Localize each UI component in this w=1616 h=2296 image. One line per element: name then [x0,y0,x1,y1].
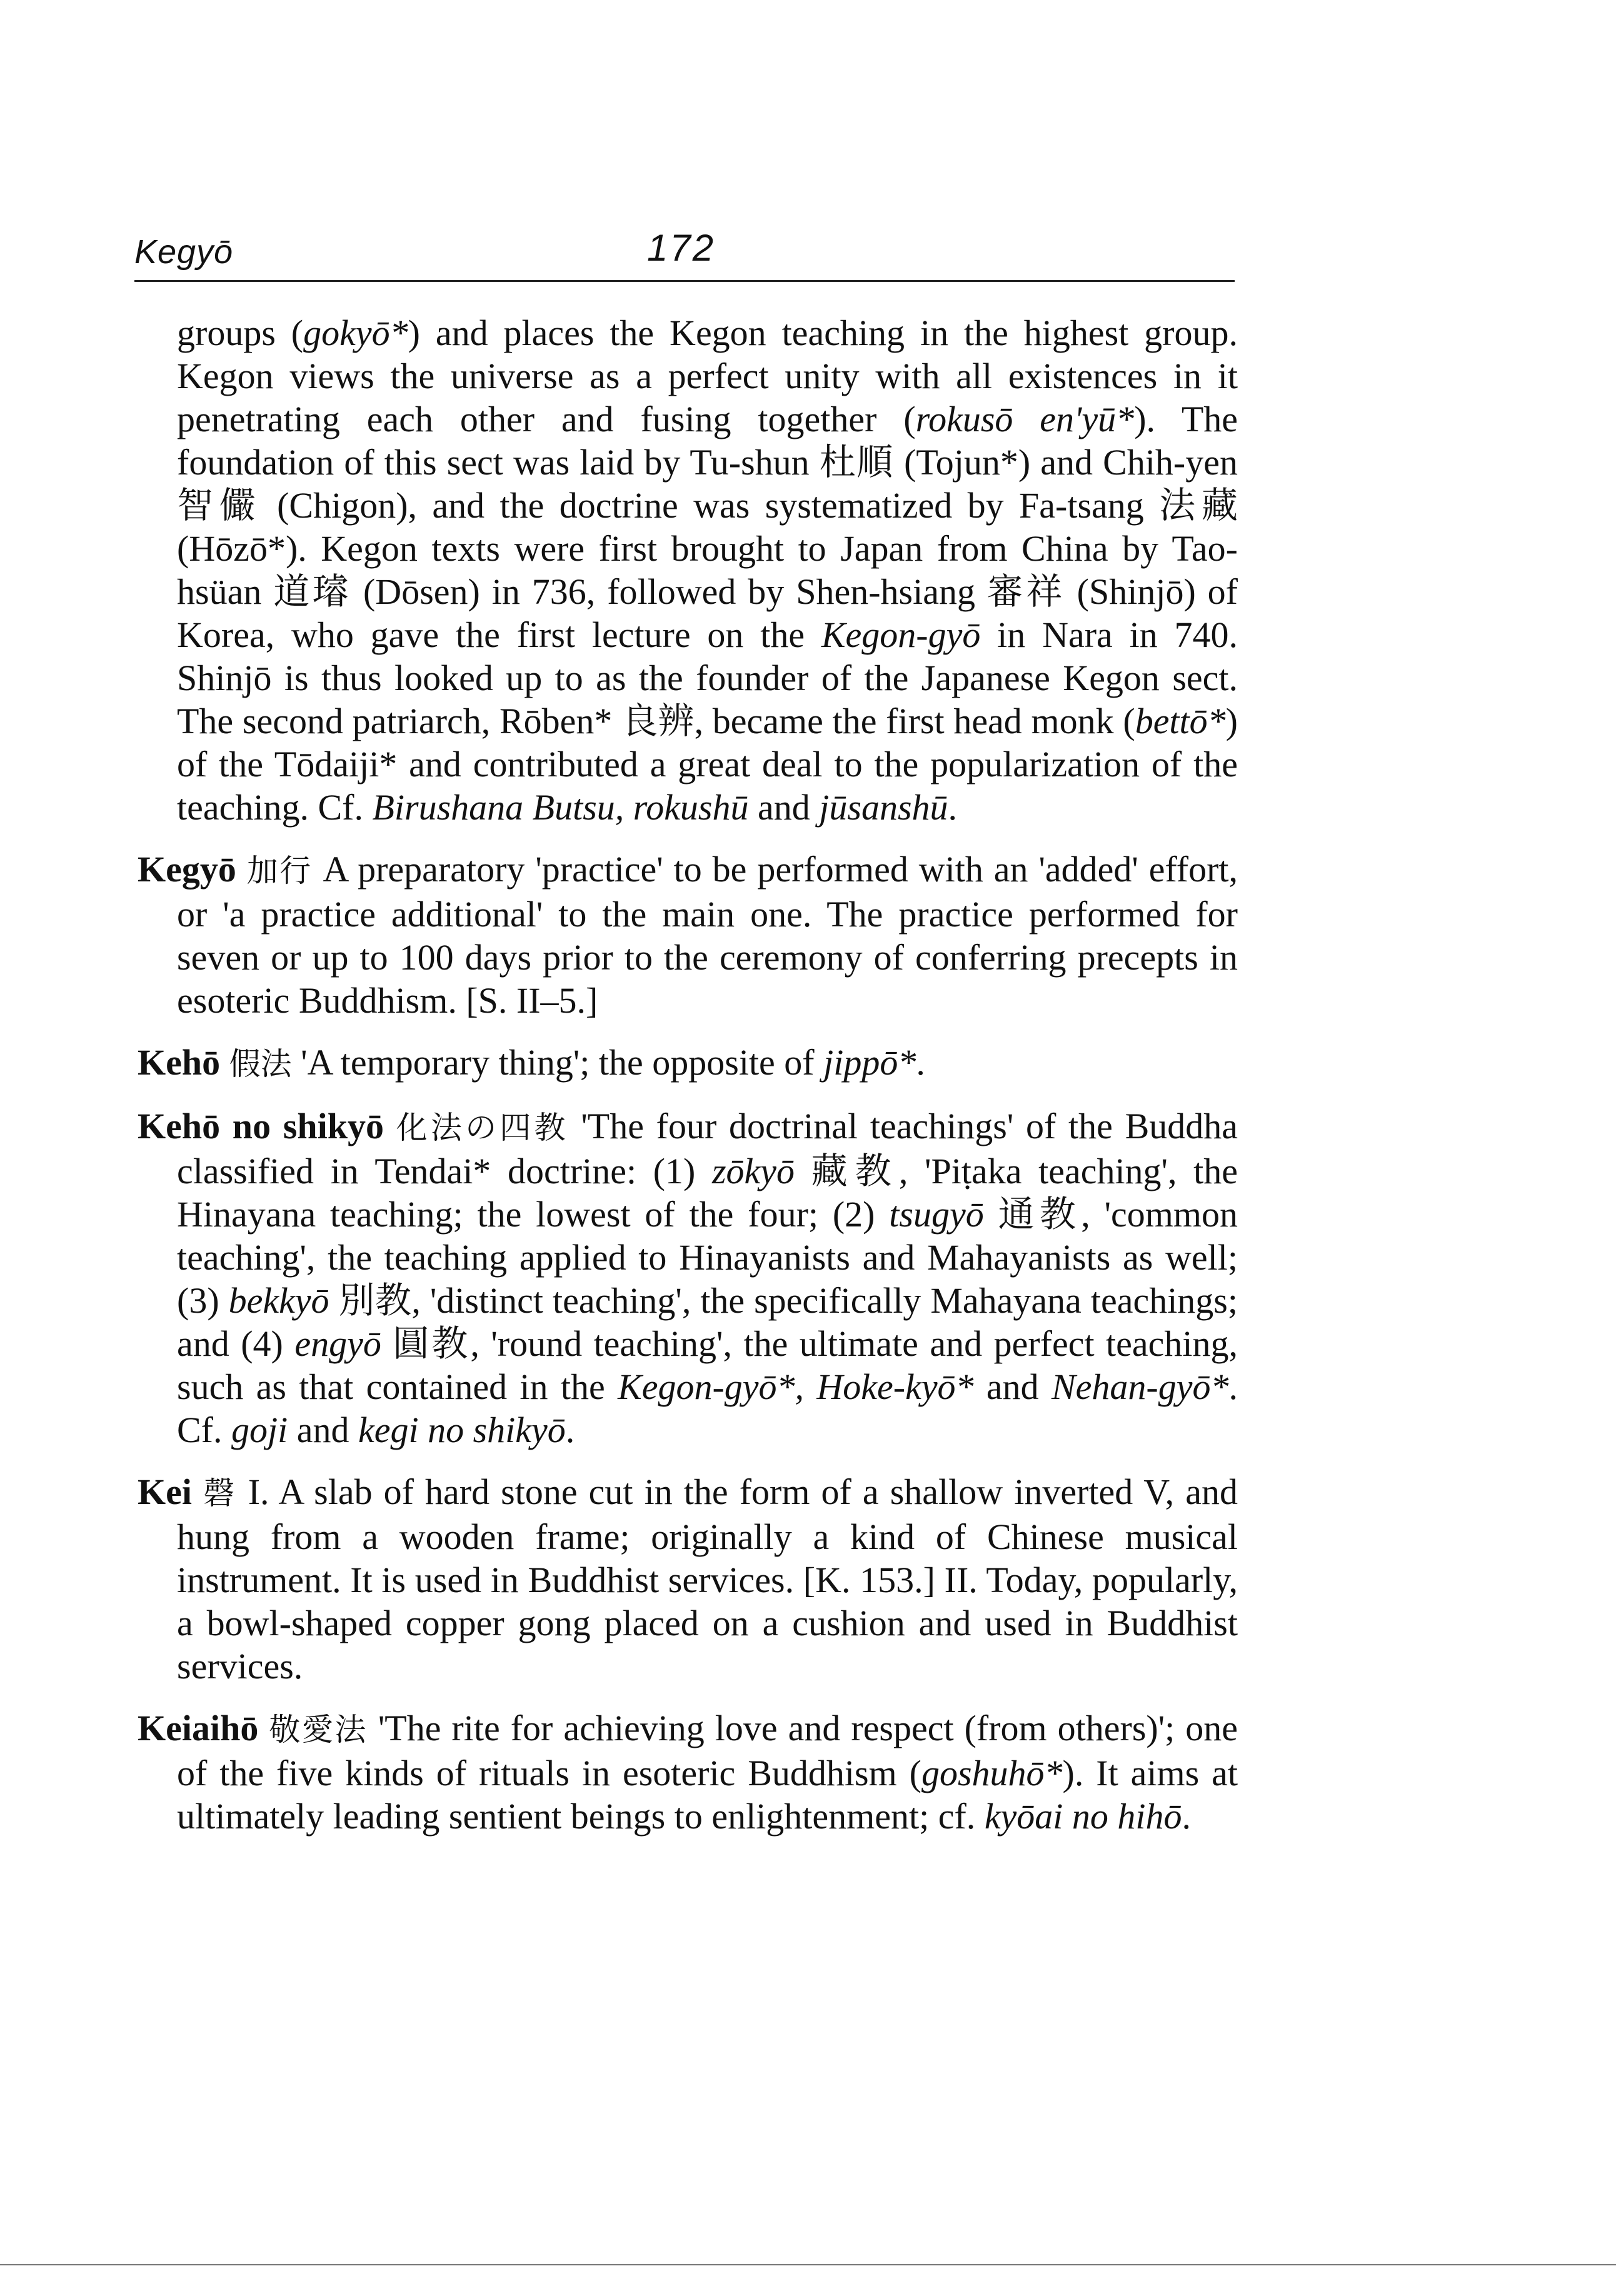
kanji-keho: 假法 [229,1046,292,1082]
entry-keho: Kehō 假法 'A temporary thing'; the opposite of jippō*. [138,1042,925,1083]
page-number: 172 [647,227,716,269]
entry-keho-no-shikyo: Kehō no shikyō 化法の四教 'The four doctrinal teachings' of the Buddha classified in Tendai* doctrine: (1) zōkyō 藏教, 'Piṭaka teaching', the Hinayana teaching; the lowest of the four; (2) tsugyō 通教, 'common teaching', the teaching applied to Hinayanists and Mahayanists as well; (3) bekkyō 別教, 'distinct teaching', the specifically Mahayana teachings; and (4) engyō 圓教, 'round teaching', the ultimate and perfect teaching, such as that contained in the Kegon-gyō*, Hoke-kyō* and Nehan-gyō*. Cf. goji and kegi no shikyō. [138,1106,1238,1450]
kegon-entry-continuation: groups (gokyō*) and places the Kegon teaching in the highest group. Kegon views the universe as a perfect unity with all existences in it penetrating each other and fusing together (rokusō en'yū*). The foundation of this sect was laid by Tu-shun 杜順 (Tojun*) and Chih-yen 智儼 (Chigon), and the doctrine was systematized by Fa-tsang 法藏 (Hōzō*). Kegon texts were first brought to Japan from China by Tao-hsüan 道璿 (Dōsen) in 736, followed by Shen-hsiang 審祥 (Shinjō) of Korea, who gave the first lecture on the Kegon-gyō in Nara in 740. Shinjō is thus looked up to as the founder of the Japanese Kegon sect. The second patriarch, Rōben* 良辨, became the first head monk (bettō*) of the Tōdaiji* and contributed a great deal to the popularization of the teaching. Cf. Birushana Butsu, rokushū and jūsanshū. [177,313,1238,828]
headword-kei: Kei [138,1471,192,1512]
kanji-kei: 磬 [203,1475,237,1511]
headword-keiaiho: Keiaihō [138,1708,259,1748]
dictionary-page-body [138,311,1238,1838]
header-rule [134,280,1235,282]
page-bottom-edge [0,2264,1616,2265]
headword-keho-no-shikyo: Kehō no shikyō [138,1106,384,1146]
headword-kegyo: Kegyō [138,849,236,890]
headword-keho: Kehō [138,1042,221,1083]
kanji-keiaiho: 敬愛法 [269,1712,368,1748]
kanji-kegyo: 加行 [246,853,313,889]
running-head: Kegyō [134,233,234,271]
kanji-keho-no-shikyo: 化法の四教 [396,1110,569,1146]
entry-keiaiho: Keiaihō 敬愛法 'The rite for achieving love and respect (from others)'; one of the five kinds of rituals in esoteric Buddhism (goshuhō*). It aims at ultimately leading sentient beings to enlightenment; cf. kyōai no hihō. [138,1708,1238,1837]
entry-kegyo: Kegyō 加行 A preparatory 'practice' to be performed with an 'added' effort, or 'a practice additional' to the main one. The practice performed for seven or up to 100 days prior to the ceremony of conferring precepts in esoteric Buddhism. [S. II–5.] [138,849,1238,1021]
entry-kei: Kei 磬 I. A slab of hard stone cut in the form of a shallow inverted V, and hung from a wooden frame; originally a kind of Chinese musical instrument. It is used in Buddhist services. [K. 153.] II. Today, popularly, a bowl-shaped copper gong placed on a cushion and used in Buddhist services. [138,1471,1238,1687]
